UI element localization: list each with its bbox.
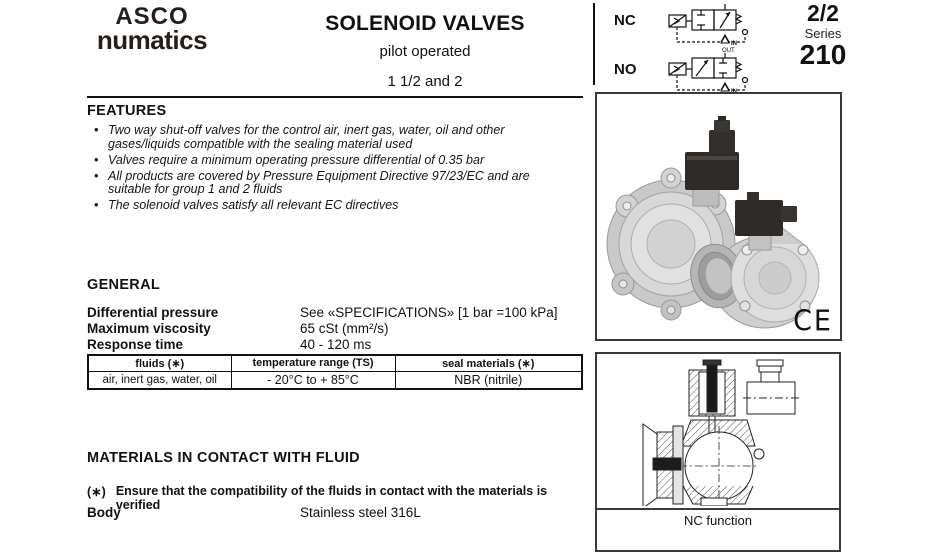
materials-note-text: Ensure that the compatibility of the fluids in contact with the materials is verified [115, 484, 548, 512]
no-out-port-label: OUT [722, 48, 735, 54]
materials-row [87, 505, 587, 521]
ce-mark: CE [793, 305, 833, 338]
no-function-label: NO [614, 61, 637, 78]
valve-sizes: 1 1/2 and 2 [387, 73, 463, 90]
cell-temperature: - 20°C to + 85°C [231, 371, 395, 389]
feature-bullet: • Valves require a minimum operating pressure differential of 0.35 bar [92, 154, 574, 168]
general-row [87, 321, 587, 337]
general-row-label: Maximum viscosity [87, 321, 211, 336]
asterisk-marker: (∗) [87, 485, 106, 499]
logo-line-asco: ASCO [115, 3, 189, 30]
cell-seal: NBR (nitrile) [395, 371, 582, 389]
series-type-block [790, 2, 856, 69]
drawing-caption: NC function [684, 513, 752, 528]
feature-bullet: • All products are covered by Pressure Equipment Directive 97/23/EC and are suitable for group 1 and 2 fluids [92, 170, 574, 197]
logo-line-numatics: numatics [96, 25, 208, 55]
series-number: 210 [799, 39, 847, 70]
general-row [87, 305, 587, 321]
table-header-row [88, 355, 582, 371]
general-rows [87, 305, 587, 353]
column-header-fluids: fluids (∗) [88, 355, 231, 371]
nc-valve-symbol-icon [668, 2, 768, 46]
features-heading: FEATURES [87, 103, 167, 119]
nc-in-port-label: IN [731, 41, 737, 47]
materials-heading: MATERIALS IN CONTACT WITH FLUID [87, 450, 360, 466]
valve-cross-section-drawing [597, 354, 839, 506]
general-row [87, 337, 587, 353]
header-divider [593, 3, 595, 85]
product-photo-frame [595, 92, 842, 341]
valve-product-photo [597, 94, 840, 339]
column-header-temperature: temperature range (TS) [231, 355, 395, 371]
caption-divider [597, 508, 839, 510]
general-row-label: Differential pressure [87, 305, 219, 320]
materials-row-value: Stainless steel 316L [300, 505, 421, 520]
fluids-spec-table [87, 354, 583, 390]
nc-function-label: NC [614, 12, 636, 29]
materials-row-label: Body [87, 505, 121, 520]
cell-fluids: air, inert gas, water, oil [88, 371, 231, 389]
general-row-value: See «SPECIFICATIONS» [1 bar =100 kPa] [300, 305, 558, 320]
valve-type: 2/2 [807, 0, 839, 26]
page-title: SOLENOID VALVES [325, 12, 525, 35]
series-label: Series [804, 26, 842, 41]
general-row-label: Response time [87, 337, 184, 352]
feature-bullet: • The solenoid valves satisfy all relevant EC directives [92, 199, 574, 213]
general-row-value: 65 cSt (mm²/s) [300, 321, 389, 336]
section-rule [87, 96, 583, 98]
feature-bullet: • Two way shut-off valves for the control air, inert gas, water, oil and other gases/liquids compatible with the sealing material used [92, 124, 574, 151]
general-row-value: 40 - 120 ms [300, 337, 372, 352]
table-row [88, 371, 582, 389]
features-list [92, 124, 574, 215]
cross-section-frame [595, 352, 841, 552]
column-header-seal: seal materials (∗) [395, 355, 582, 371]
general-heading: GENERAL [87, 277, 160, 293]
page-subtitle: pilot operated [379, 43, 471, 60]
asco-numatics-logo [84, 5, 220, 53]
document-title-block [250, 12, 600, 90]
no-valve-symbol-icon [668, 46, 768, 94]
